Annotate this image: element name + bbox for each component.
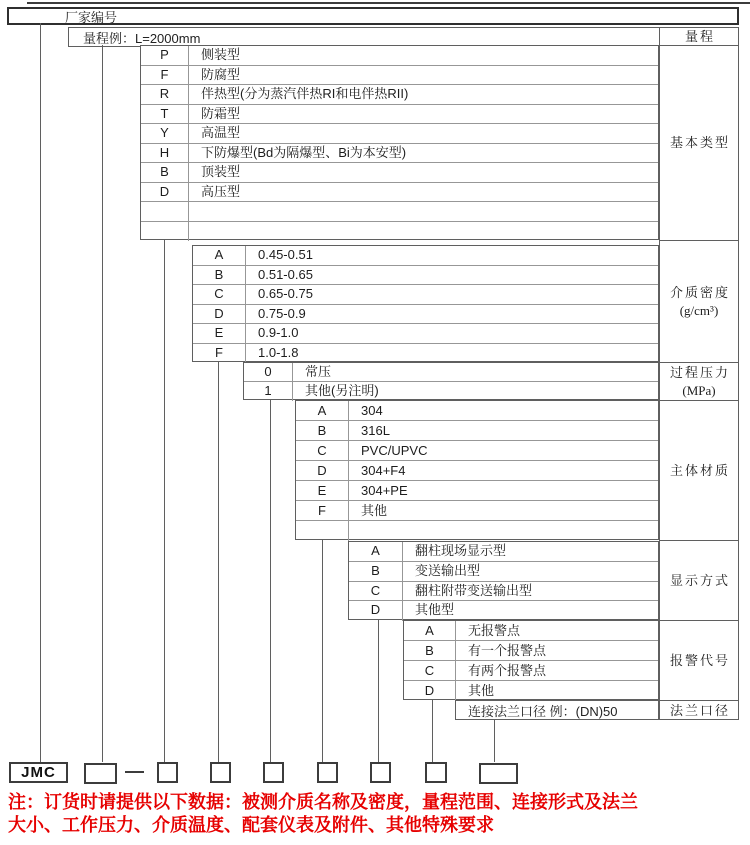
label-cell	[660, 541, 738, 621]
option-code-cell: D	[404, 681, 456, 701]
table-row	[141, 85, 658, 105]
option-code-cell: A	[193, 246, 246, 265]
dash-separator	[125, 771, 144, 773]
option-code-cell: D	[193, 305, 246, 324]
option-code-cell: B	[193, 266, 246, 285]
option-code-cell: A	[296, 401, 349, 420]
table-row	[349, 601, 658, 621]
option-description-cell: 其他(另注明)	[305, 383, 379, 398]
table-row	[193, 266, 658, 286]
option-description-cell: 翻柱现场显示型	[415, 543, 507, 558]
table-row	[296, 421, 658, 441]
option-description-cell: 下防爆型(Bd为隔爆型、Bi为本安型)	[201, 144, 407, 160]
option-code-cell: C	[193, 285, 246, 304]
option-description-cell: 0.51-0.65	[258, 266, 313, 282]
option-description-cell: 其他	[468, 683, 495, 698]
option-description-cell: 304+PE	[361, 483, 408, 498]
table-row	[296, 461, 658, 481]
model-prefix-box	[9, 762, 68, 783]
table-row	[296, 501, 658, 521]
table-row	[193, 324, 658, 344]
code-box	[157, 762, 178, 783]
option-description-cell	[189, 202, 658, 221]
table-row	[141, 144, 658, 164]
option-code-cell: D	[296, 461, 349, 480]
option-code-cell: H	[141, 144, 189, 163]
label-text: 主体材质	[669, 462, 730, 478]
option-description-cell: 304	[361, 403, 383, 418]
code-box	[479, 763, 518, 784]
label-text: 基本类型	[669, 135, 730, 151]
option-code-cell: B	[349, 562, 403, 581]
table-row	[404, 641, 658, 661]
table-row	[404, 621, 658, 641]
range-example-text: 量程例：L=2000mm	[83, 30, 201, 46]
option-description-cell: PVC/UPVC	[361, 443, 428, 458]
option-description-cell: 伴热型(分为蒸汽伴热RI和电伴热RII)	[201, 86, 409, 101]
option-code-cell: C	[296, 441, 349, 460]
code-box	[317, 762, 338, 783]
manufacturer-number-box	[7, 7, 739, 25]
section-alarm-code	[403, 620, 659, 700]
option-description-cell: 防霜型	[201, 105, 241, 121]
option-description-cell: 其他型	[415, 602, 455, 618]
label-cell	[660, 28, 738, 46]
option-description-cell: 高温型	[201, 125, 241, 140]
option-description-cell	[189, 222, 658, 242]
option-code-cell: A	[349, 542, 403, 561]
option-description-cell: 常压	[305, 364, 332, 379]
option-description-cell: 0.9-1.0	[258, 325, 299, 340]
model-prefix-label: JMC	[21, 764, 56, 781]
connector-line	[270, 400, 271, 762]
option-description-cell: 无报警点	[468, 623, 521, 638]
option-code-cell: F	[141, 66, 189, 85]
option-code-cell: P	[141, 46, 189, 65]
code-box	[425, 762, 447, 783]
option-code-cell: 1	[244, 382, 293, 401]
section-display-mode	[348, 541, 659, 620]
option-code-cell: A	[404, 621, 456, 640]
connector-line	[494, 720, 495, 762]
table-row	[141, 202, 658, 222]
table-row	[349, 562, 658, 582]
table-row	[193, 285, 658, 305]
label-cell	[660, 46, 738, 241]
table-row	[296, 481, 658, 501]
connector-line	[218, 362, 219, 762]
option-code-cell: B	[296, 421, 349, 440]
connector-line	[102, 45, 103, 762]
option-code-cell: B	[141, 163, 189, 182]
table-row	[193, 305, 658, 325]
label-text: 量程	[684, 28, 715, 44]
label-text: 显示方式	[669, 572, 730, 588]
table-row	[141, 124, 658, 144]
option-code-cell: E	[296, 481, 349, 500]
connector-line	[322, 540, 323, 762]
option-description-cell: 顶装型	[201, 164, 241, 179]
table-row	[193, 344, 658, 364]
option-description-cell: 有一个报警点	[468, 643, 547, 658]
order-note	[8, 791, 746, 837]
option-code-cell: C	[349, 582, 403, 601]
order-note-line1: 注：订货时请提供以下数据：被测介质名称及密度，量程范围、连接形式及法兰	[8, 792, 638, 812]
table-row	[244, 382, 658, 401]
option-description-cell: 侧装型	[201, 47, 241, 62]
option-description-cell: 0.65-0.75	[258, 286, 313, 301]
table-row	[141, 222, 658, 242]
label-text: 报警代号	[669, 652, 730, 668]
option-code-cell: D	[349, 601, 403, 621]
section-basic-type	[140, 45, 659, 240]
label-cell	[660, 621, 738, 701]
option-code-cell	[141, 222, 189, 242]
option-description-cell: 0.45-0.51	[258, 247, 313, 262]
table-row	[404, 681, 658, 701]
option-code-cell: D	[141, 183, 189, 202]
section-medium-density	[192, 245, 659, 362]
option-description-cell: 翻柱附带变送输出型	[415, 582, 533, 598]
order-note-line2: 大小、工作压力、介质温度、配套仪表及附件、其他特殊要求	[8, 815, 494, 835]
table-row	[296, 441, 658, 461]
option-description-cell: 有两个报警点	[468, 663, 547, 678]
option-description-cell: 0.75-0.9	[258, 305, 306, 321]
option-code-cell: F	[193, 344, 246, 364]
connector-line	[432, 700, 433, 762]
code-box	[263, 762, 284, 783]
option-code-cell	[141, 202, 189, 221]
table-row	[296, 401, 658, 421]
label-unit-text: (g/cm³)	[679, 302, 719, 318]
connector-line	[164, 240, 165, 762]
top-rule	[27, 2, 750, 4]
label-cell	[660, 241, 738, 363]
option-code-cell: B	[404, 641, 456, 660]
label-cell	[660, 363, 738, 401]
table-row	[404, 661, 658, 681]
label-cell	[660, 401, 738, 541]
section-process-pressure	[243, 362, 659, 400]
label-text: 介质密度	[669, 284, 730, 300]
label-cell	[660, 701, 738, 721]
table-row	[141, 66, 658, 86]
option-code-cell: Y	[141, 124, 189, 143]
table-row	[193, 246, 658, 266]
label-unit-text: (MPa)	[682, 382, 716, 398]
label-text: 过程压力	[669, 364, 730, 380]
flange-size-text: 连接法兰口径 例：(DN)50	[468, 703, 618, 719]
option-description-cell: 高压型	[201, 183, 241, 199]
manufacturer-number-label: 厂家编号	[65, 9, 118, 25]
option-description-cell	[349, 521, 658, 541]
option-code-cell: T	[141, 105, 189, 124]
option-code-cell: C	[404, 661, 456, 680]
table-row	[141, 105, 658, 125]
code-box	[210, 762, 231, 783]
code-box	[370, 762, 391, 783]
flange-size-row	[455, 700, 659, 720]
code-box	[84, 763, 117, 784]
label-column	[659, 27, 739, 720]
option-description-cell: 1.0-1.8	[258, 344, 299, 360]
table-row	[141, 183, 658, 203]
table-row	[349, 582, 658, 602]
range-example-row	[68, 27, 661, 47]
table-row	[244, 363, 658, 382]
table-row	[296, 521, 658, 541]
option-code-cell: R	[141, 85, 189, 104]
table-row	[141, 163, 658, 183]
table-row	[349, 542, 658, 562]
option-description-cell: 304+F4	[361, 463, 406, 478]
option-code-cell	[296, 521, 349, 541]
option-code-cell: 0	[244, 363, 293, 381]
connector-line	[40, 23, 41, 762]
section-body-material	[295, 400, 659, 540]
option-description-cell: 其他	[361, 503, 388, 518]
option-code-cell: E	[193, 324, 246, 343]
option-code-cell: F	[296, 501, 349, 520]
connector-line	[378, 620, 379, 762]
option-description-cell: 变送输出型	[415, 562, 481, 578]
option-description-cell: 316L	[361, 423, 390, 438]
table-row	[141, 46, 658, 66]
option-description-cell: 防腐型	[201, 66, 241, 82]
label-text: 法兰口径	[669, 703, 730, 719]
